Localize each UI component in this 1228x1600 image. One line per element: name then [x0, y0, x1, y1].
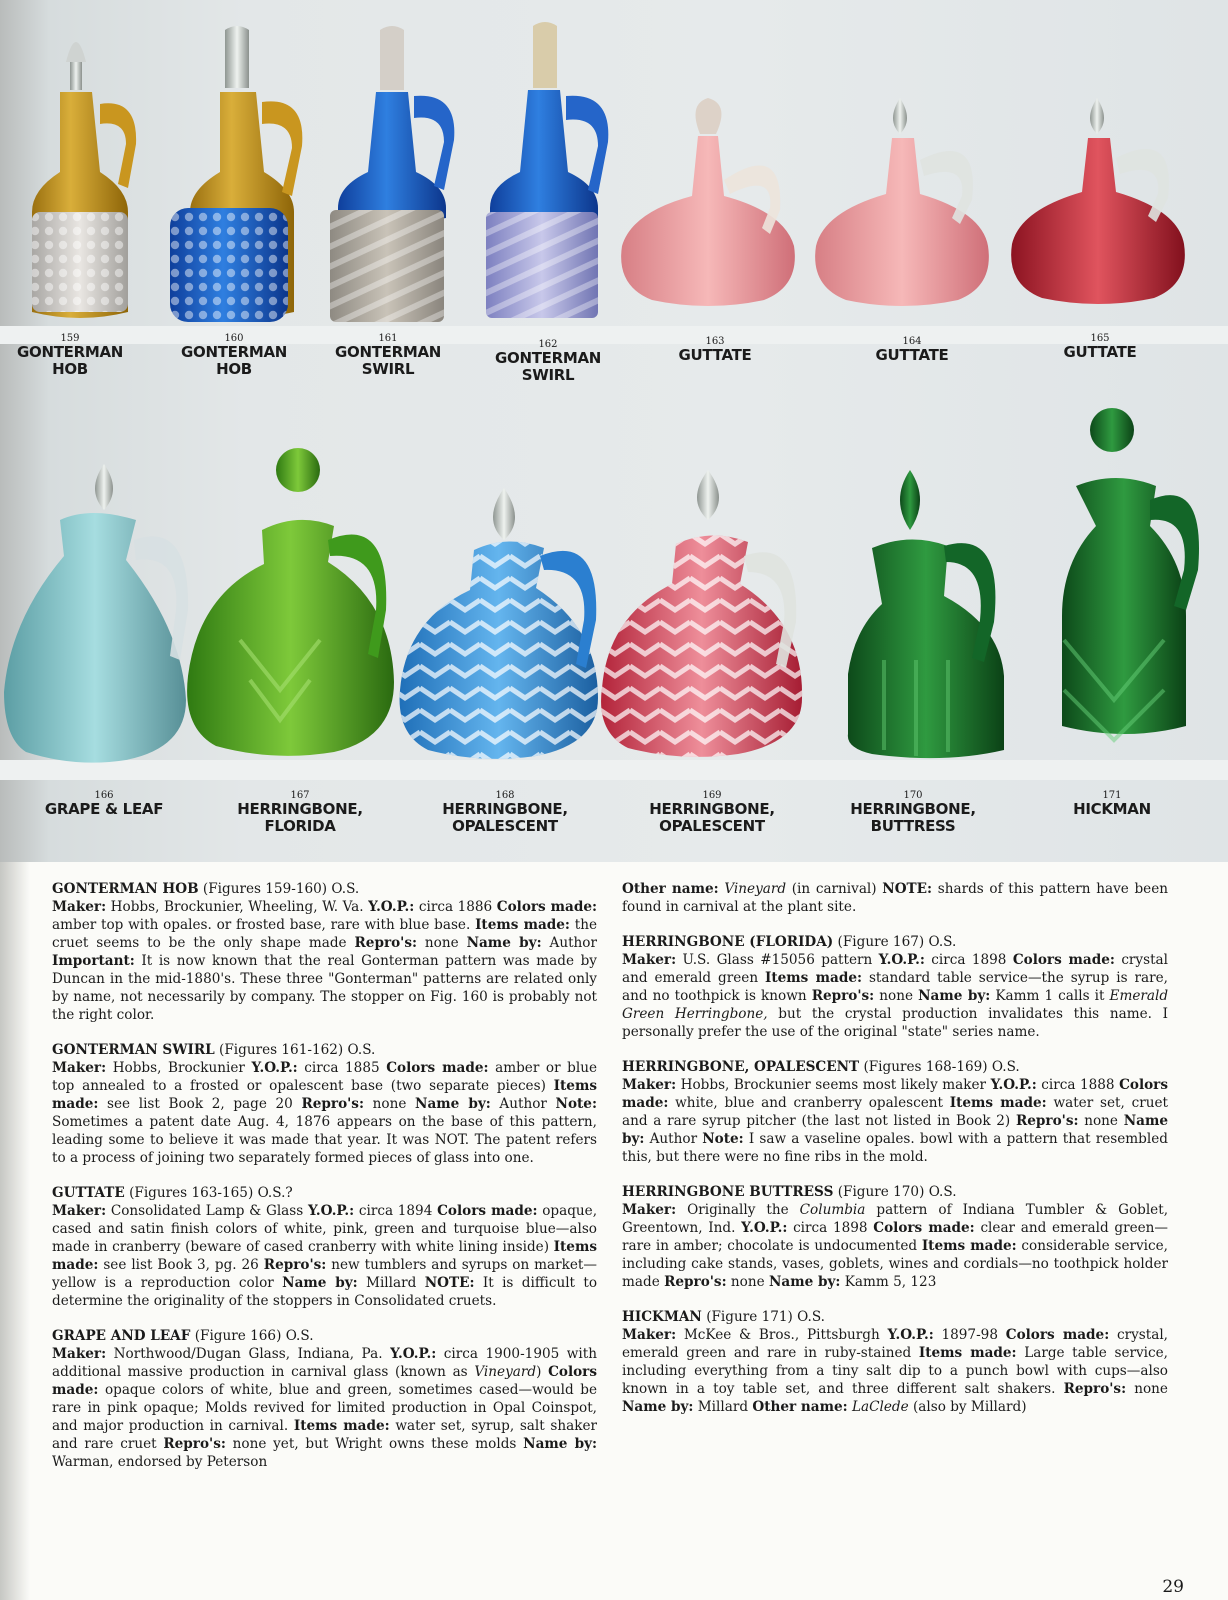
caption-167: 167 HERRINGBONE, FLORIDA: [237, 790, 363, 835]
entry-herringbone-buttress: [622, 1183, 1168, 1291]
label: Maker:: [622, 1077, 677, 1093]
value: circa 1898: [793, 1220, 868, 1236]
label: Colors made:: [437, 1203, 538, 1219]
value: see list Book 3, pg. 26: [103, 1257, 259, 1273]
label: Y.O.P.:: [307, 1203, 355, 1219]
cruet-170: [848, 470, 1004, 758]
caption-171: 171 HICKMAN: [1073, 790, 1151, 818]
label: Repro's:: [301, 1096, 364, 1112]
label: Y.O.P.:: [251, 1060, 298, 1076]
entry-guttate: [52, 1184, 597, 1310]
entry-title: HERRINGBONE (FLORIDA): [622, 934, 834, 950]
cruet-168: [400, 488, 598, 759]
label: Items made:: [475, 917, 570, 933]
value: water set, syrup, salt shaker and rare cruet: [52, 1418, 597, 1452]
label: Name by:: [282, 1275, 358, 1291]
label: Name by:: [415, 1096, 491, 1112]
value: Northwood/Dugan Glass, Indiana, Pa.: [113, 1346, 383, 1362]
entry-herringbone-florida: [622, 933, 1168, 1041]
value: circa 1900-1905 with additional massive production in carnival glass (known as: [52, 1346, 597, 1380]
label: Y.O.P.:: [878, 952, 925, 968]
value: Kamm 1 calls it: [995, 988, 1105, 1004]
label: Colors made:: [496, 899, 598, 915]
label: Important:: [52, 953, 135, 969]
label: Colors made:: [386, 1060, 489, 1076]
body-text: [0, 880, 1228, 1600]
label: Name by:: [523, 1436, 598, 1452]
entry-title: GUTTATE: [52, 1185, 125, 1201]
value: the cruet seems to be the only shape made: [52, 917, 597, 951]
caption-169: 169 HERRINGBONE, OPALESCENT: [649, 790, 775, 835]
value: none yet, but Wright owns these molds: [232, 1436, 517, 1452]
right-column: [622, 880, 1168, 1433]
label: Y.O.P.:: [368, 899, 415, 915]
value: Vineyard: [724, 881, 787, 897]
label: Name by:: [622, 1399, 694, 1415]
value: circa 1885: [304, 1060, 380, 1076]
label: Name by:: [622, 1113, 1168, 1147]
value: opaque colors of white, blue and green, sometimes cased—would be rare in pink opaque; Molds revived for limited production in Opal Coinspot, and major production in carnival.: [52, 1382, 597, 1434]
caption-166: 166 GRAPE & LEAF: [44, 790, 164, 818]
label: Items made:: [949, 1095, 1047, 1111]
entry-ref: (Figures 168-169) O.S.: [863, 1059, 1020, 1075]
caption-163: 163 GUTTATE: [678, 336, 752, 364]
value: circa 1898: [931, 952, 1007, 968]
cruet-160: [170, 26, 302, 322]
cruet-159: [32, 42, 136, 318]
value: Emerald Green Herringbone,: [622, 988, 1169, 1022]
cruet-169: [601, 470, 802, 757]
page-number: 29: [1162, 1577, 1184, 1597]
label: Y.O.P.:: [887, 1327, 934, 1343]
caption-165: 165 GUTTATE: [1063, 333, 1137, 361]
value: but the crystal production invalidates this name. I personally prefer the use of the original "state" series name.: [622, 1006, 1168, 1040]
value: opaque, cased and satin finish colors of white, pink, green and turquoise blue—also made in cranberry (beware of cased cranberry with white lining inside): [52, 1203, 598, 1255]
value: white, blue and cranberry opalescent: [675, 1095, 943, 1111]
label: Name by:: [918, 988, 991, 1004]
label: Name by:: [466, 935, 542, 951]
entry-grape-leaf-continued: [622, 880, 1168, 916]
value: none: [1084, 1113, 1118, 1129]
label: Items made:: [52, 1078, 597, 1112]
entry-title: GRAPE AND LEAF: [52, 1328, 191, 1344]
label: Maker:: [52, 1346, 107, 1362]
value: (in carnival): [791, 881, 877, 897]
label: Items made:: [52, 1239, 597, 1273]
value: none: [730, 1274, 765, 1290]
caption-161: 161 GONTERMAN SWIRL: [334, 333, 442, 378]
value: circa 1894: [358, 1203, 433, 1219]
label: Repro's:: [1063, 1381, 1127, 1397]
label: Maker:: [52, 1203, 107, 1219]
value: shards of this pattern have been found in carnival at the plant site.: [622, 881, 1169, 915]
entry-ref: (Figures 163-165) O.S.?: [129, 1185, 293, 1201]
caption-164: 164 GUTTATE: [875, 336, 949, 364]
value: none: [1134, 1381, 1168, 1397]
entry-title: GONTERMAN SWIRL: [52, 1042, 215, 1058]
label: Repro's:: [664, 1274, 727, 1290]
label: NOTE:: [882, 881, 933, 897]
label: Colors made:: [52, 1364, 597, 1398]
value: none: [424, 935, 459, 951]
entry-ref: (Figures 159-160) O.S.: [202, 881, 360, 897]
entry-title: HERRINGBONE BUTTRESS: [622, 1184, 834, 1200]
value: clear and emerald green—rare in amber; chocolate is undocumented: [622, 1220, 1169, 1254]
entry-ref: (Figure 171) O.S.: [706, 1309, 825, 1325]
cruet-162: [486, 22, 608, 318]
entry-ref: (Figure 167) O.S.: [837, 934, 957, 950]
cruet-166: [4, 464, 188, 763]
value: standard table service—the syrup is rare, and no toothpick is known: [622, 970, 1168, 1004]
label: Maker:: [52, 1060, 107, 1076]
label: Items made:: [918, 1345, 1017, 1361]
label: Repro's:: [811, 988, 875, 1004]
cruet-161: [330, 26, 454, 322]
value: Author: [499, 1096, 547, 1112]
label: Items made:: [921, 1238, 1017, 1254]
entry-ref: (Figures 161-162) O.S.: [219, 1042, 376, 1058]
label: Items made:: [765, 970, 863, 986]
value: Sometimes a patent date Aug. 4, 1876 appears on the base of this pattern, leading some to believe it was made that year. It was NOT. The patent refers to a process of joining two separately formed pieces of glass into one.: [52, 1114, 597, 1166]
value: ): [536, 1364, 542, 1380]
label: Note:: [702, 1131, 744, 1147]
value: Millard: [366, 1275, 417, 1291]
value: crystal, emerald green and rare in ruby-stained: [622, 1327, 1168, 1361]
value: 1897-98: [941, 1327, 998, 1343]
entry-ref: (Figure 166) O.S.: [194, 1328, 314, 1344]
label: Name by:: [769, 1274, 841, 1290]
value: Large table service, including everything from a tiny salt dip to a punch bowl with cups—also known in a toy table set, and three different salt shakers.: [622, 1345, 1168, 1397]
label: Repro's:: [163, 1436, 226, 1452]
label: Y.O.P.:: [390, 1346, 437, 1362]
cruet-171: [1062, 408, 1199, 740]
entry-gonterman-swirl: [52, 1041, 597, 1167]
label: Repro's:: [1015, 1113, 1079, 1129]
value: Hobbs, Brockunier, Wheeling, W. Va.: [110, 899, 364, 915]
cruet-163: [621, 98, 795, 306]
value: U.S. Glass #15056 pattern: [682, 952, 873, 968]
value: water set, cruet and a rare syrup pitcher (the last not listed in Book 2): [622, 1095, 1168, 1129]
label: Repro's:: [354, 935, 418, 951]
label: Maker:: [622, 1202, 677, 1218]
value: Vineyard: [474, 1364, 537, 1380]
label: Maker:: [622, 952, 677, 968]
value: circa 1886: [418, 899, 493, 915]
caption-162: 162 GONTERMAN SWIRL: [494, 339, 602, 384]
label: Other name:: [622, 881, 719, 897]
value: Kamm 5, 123: [844, 1274, 937, 1290]
caption-159: 159 GONTERMAN HOB: [16, 333, 124, 378]
value: crystal and emerald green: [622, 952, 1168, 986]
label: Colors made:: [873, 1220, 975, 1236]
value: Author: [549, 935, 597, 951]
value: McKee & Bros., Pittsburgh: [683, 1327, 880, 1343]
caption-170: 170 HERRINGBONE, BUTTRESS: [850, 790, 976, 835]
value: It is now known that the real Gonterman pattern was made by Duncan in the mid-1880's. These three "Gonterman" patterns are related only by name, not necessarily by company. The stopper on Fig. 160 is probably not the right color.: [52, 953, 597, 1023]
label: Colors made:: [622, 1077, 1168, 1111]
label: Maker:: [622, 1327, 677, 1343]
label: Maker:: [52, 899, 107, 915]
label: Items made:: [293, 1418, 390, 1434]
entry-herringbone-opalescent: [622, 1058, 1168, 1166]
value: pattern of Indiana Tumbler & Goblet, Greentown, Ind.: [622, 1202, 1169, 1236]
value: new tumblers and syrups on market—yellow is a reproduction color: [52, 1257, 597, 1291]
label: Repro's:: [263, 1257, 327, 1273]
value: Warman, endorsed by Peterson: [52, 1454, 268, 1470]
value: LaClede: [851, 1399, 909, 1415]
value: Hobbs, Brockunier: [112, 1060, 245, 1076]
cruet-165: [1011, 98, 1185, 304]
label: Colors made:: [1005, 1327, 1110, 1343]
value: Millard: [697, 1399, 749, 1415]
label: Colors made:: [1012, 952, 1115, 968]
caption-160: 160 GONTERMAN HOB: [180, 333, 288, 378]
value: amber top with opales. or frosted base, rare with blue base.: [52, 917, 471, 933]
label: Y.O.P.:: [990, 1077, 1037, 1093]
value: Columbia: [799, 1202, 866, 1218]
label: Other name:: [752, 1399, 848, 1415]
value: none: [879, 988, 914, 1004]
entry-title: HICKMAN: [622, 1309, 702, 1325]
cruet-164: [815, 98, 989, 306]
entry-ref: (Figure 170) O.S.: [837, 1184, 957, 1200]
entry-title: GONTERMAN HOB: [52, 881, 199, 897]
value: considerable service, including cake stands, vases, goblets, wines and cordials—no toothpick holder made: [622, 1238, 1168, 1290]
entry-gonterman-hob: [52, 880, 597, 1024]
entry-hickman: [622, 1308, 1168, 1416]
value: Originally the: [687, 1202, 789, 1218]
value: (also by Millard): [912, 1399, 1027, 1415]
entry-title: HERRINGBONE, OPALESCENT: [622, 1059, 860, 1075]
value: It is difficult to determine the originality of the stoppers in Consolidated cruets.: [52, 1275, 598, 1309]
value: circa 1888: [1041, 1077, 1115, 1093]
value: none: [372, 1096, 407, 1112]
value: Hobbs, Brockunier seems most likely maker: [680, 1077, 987, 1093]
label: Y.O.P.:: [741, 1220, 788, 1236]
value: Consolidated Lamp & Glass: [110, 1203, 304, 1219]
value: see list Book 2, page 20: [107, 1096, 293, 1112]
caption-168: 168 HERRINGBONE, OPALESCENT: [442, 790, 568, 835]
bottom-shelf: [0, 760, 1228, 780]
value: I saw a vaseline opales. bowl with a pattern that resembled this, but there were no fine ribs in the mold.: [622, 1131, 1168, 1165]
value: Author: [649, 1131, 698, 1147]
label: Note:: [555, 1096, 597, 1112]
value: amber or blue top annealed to a frosted or opalescent base (two separate pieces): [52, 1060, 598, 1094]
label: NOTE:: [424, 1275, 475, 1291]
entry-grape-leaf: [52, 1327, 597, 1471]
cruet-167: [187, 448, 394, 756]
left-column: [52, 880, 597, 1488]
